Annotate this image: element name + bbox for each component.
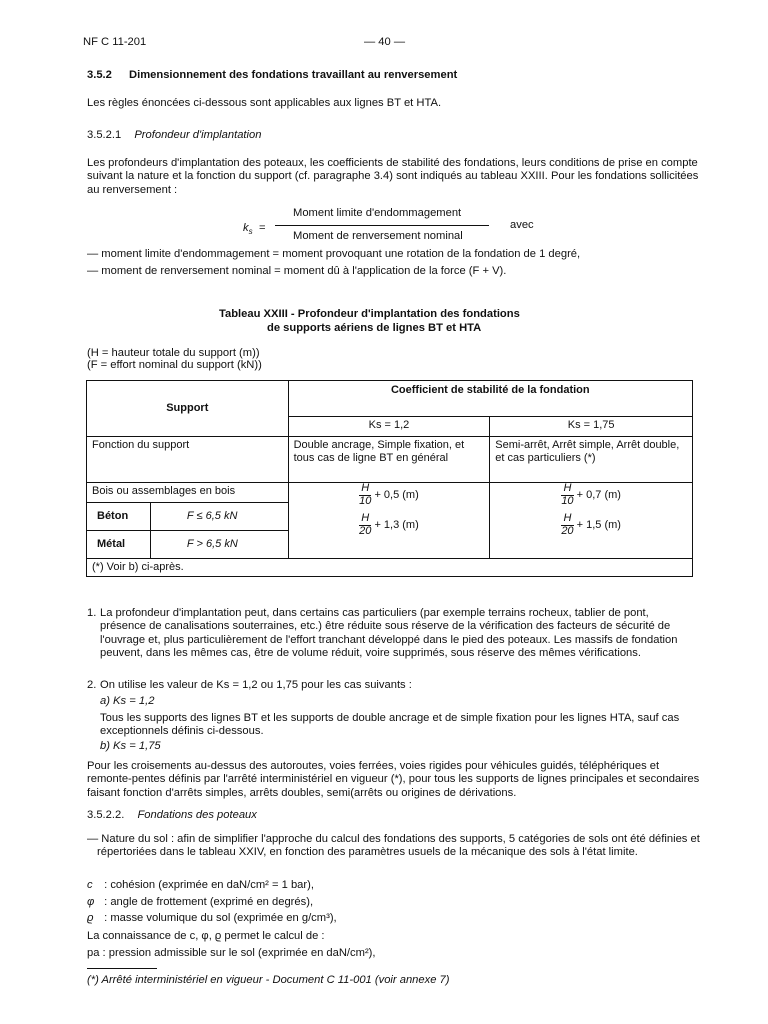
symbol-phi: φ xyxy=(87,896,95,908)
list-item-2-number: 2. xyxy=(87,679,97,691)
section-number: 3.5.2 xyxy=(87,69,112,81)
header-k-1-75: Ks = 1,75 xyxy=(490,417,693,437)
row-bois-label: Bois ou assemblages en bois xyxy=(87,483,289,503)
symbol-c: c xyxy=(87,879,93,891)
stability-formula xyxy=(243,207,543,247)
doc-id: NF C 11-201 xyxy=(83,36,147,48)
header-coefficient: Coefficient de stabilité de la fondation xyxy=(288,381,692,417)
metal-k-1-2-formula: $\frac{H}{20}$ + 1,3 (m) xyxy=(359,512,419,537)
row-beton-label: Béton xyxy=(87,503,151,531)
cell-k-1-2-values xyxy=(288,483,490,559)
formula-equals: = xyxy=(259,222,266,234)
param-phi xyxy=(87,896,313,909)
case-a-label: a) Ks = 1,2 xyxy=(100,695,155,707)
beton-k-1-75-formula: $\frac{H}{10}$ + 0,7 (m) xyxy=(561,482,621,507)
footnote-rule xyxy=(87,968,157,969)
table-footnote: (*) Voir b) ci-après. xyxy=(87,559,693,577)
page-number: — 40 — xyxy=(364,36,406,48)
paragraph-nature-du-sol: — Nature du sol : afin de simplifier l'approche du calcul des fondations des supports, 5 catégories de sols ont été définies et répertoriées dans le tableau XXIV, en fonction des paramètres usuels de la mécanique des sols à l'état limite. xyxy=(87,833,700,859)
table-xxiii xyxy=(86,380,693,577)
table-caption-title: - Profondeur d'implantation des fondations xyxy=(290,308,520,320)
subsection-title: Profondeur d'implantation xyxy=(134,129,262,141)
definition-moment-renversement: — moment de renversement nominal = moment dû à l'application de la force (F + V). xyxy=(87,265,507,277)
cell-k-1-75-values xyxy=(490,483,693,559)
connaissance-line: La connaissance de c, φ, ϱ permet le calcul de : xyxy=(87,930,325,942)
header-k-1-2: Ks = 1,2 xyxy=(288,417,490,437)
header-support: Support xyxy=(87,381,289,437)
table-legend-h: (H = hauteur totale du support (m)) xyxy=(87,347,260,359)
paragraph-profondeurs: Les profondeurs d'implantation des poteaux, les coefficients de stabilité des fondations, leurs conditions de prise en compte suivant la nature et la fonction du support (cf. paragraphe 3.4) sont indiqués au tableau XXIII. Pour les fondations sollicitées au renversement : xyxy=(87,157,699,196)
param-rho xyxy=(87,912,337,925)
pa-definition: pa : pression admissible sur le sol (exprimée en daN/cm²), xyxy=(87,947,376,959)
table-caption-line2: de supports aériens de lignes BT et HTA xyxy=(267,322,482,334)
fraction-bar xyxy=(275,225,489,226)
table-legend-f: (F = effort nominal du support (kN)) xyxy=(87,359,262,371)
case-b-label: b) Ks = 1,75 xyxy=(100,740,161,752)
fonction-k-1-75: Semi-arrêt, Arrêt simple, Arrêt double, et cas particuliers (*) xyxy=(490,437,693,483)
definition-phi: : angle de frottement (exprimé en degrés), xyxy=(104,896,314,908)
row-metal-label: Métal xyxy=(87,531,151,559)
formula-suffix: avec xyxy=(510,219,534,231)
subsection-number: 3.5.2.1 xyxy=(87,129,122,141)
definition-moment-limite: — moment limite d'endommagement = moment provoquant une rotation de la fondation de 1 degré, xyxy=(87,248,581,260)
symbol-rho: ϱ xyxy=(87,912,94,924)
footnote: (*) Arrêté interministériel en vigueur - Document C 11-001 (voir annexe 7) xyxy=(87,974,450,986)
row-beton-condition: F ≤ 6,5 kN xyxy=(150,503,288,531)
param-c xyxy=(87,879,314,892)
section-3-5-2-2-heading xyxy=(87,809,257,822)
table-caption xyxy=(219,308,579,321)
metal-k-1-75-formula: $\frac{H}{20}$ + 1,5 (m) xyxy=(561,512,621,537)
row-fonction-label: Fonction du support xyxy=(87,437,289,483)
list-item-1-text: La profondeur d'implantation peut, dans certains cas particuliers (par exemple terrains rocheux, tablier de pont, présence de canalisations souterraines, etc.) être réduite sous réserve de la vérification des facteurs de sécurité de l'ouvrage et, plus particulièrement de l'effort tranchant développé dans le pied des poteaux. Les massifs de fondation peuvent, dans les mêmes cas, être de volume réduit, voire supprimés, sous réserve des mêmes vérifications. xyxy=(100,607,678,660)
case-a-text: Tous les supports des lignes BT et les supports de double ancrage et de simple fixation pour les lignes HTA, sauf cas exceptionnels définis ci-dessous. xyxy=(100,712,680,738)
formula-denominator: Moment de renversement nominal xyxy=(293,230,463,242)
fonction-k-1-2: Double ancrage, Simple fixation, et tous cas de ligne BT en général xyxy=(288,437,490,483)
subsection-number: 3.5.2.2. xyxy=(87,809,125,821)
formula-numerator: Moment limite d'endommagement xyxy=(293,207,462,219)
definition-rho: : masse volumique du sol (exprimée en g/cm³), xyxy=(104,912,337,924)
section-3-5-2-1-heading xyxy=(87,129,261,142)
paragraph-croisements: Pour les croisements au-dessus des autoroutes, voies ferrées, voies rigides pour véhicules guidés, téléphériques et remonte-pentes définis par l'arrêté interministériel en vigueur (*), pour tous les supports de lignes principales et secondaires faisant fonction d'arrêts simples, arrêts doubles, semi(arrêts ou origines de dérivations. xyxy=(87,760,700,799)
list-item-2-text: On utilise les valeur de Ks = 1,2 ou 1,75 pour les cas suivants : xyxy=(100,679,412,691)
subsection-title: Fondations des poteaux xyxy=(137,809,257,821)
formula-lhs: $k_s$ xyxy=(243,222,253,237)
section-3-5-2-heading xyxy=(87,69,457,82)
definition-c: : cohésion (exprimée en daN/cm² = 1 bar), xyxy=(104,879,314,891)
table-caption-label: Tableau XXIII xyxy=(219,308,288,320)
section-intro: Les règles énoncées ci-dessous sont applicables aux lignes BT et HTA. xyxy=(87,97,442,109)
row-metal-condition: F > 6,5 kN xyxy=(150,531,288,559)
beton-k-1-2-formula: $\frac{H}{10}$ + 0,5 (m) xyxy=(359,482,419,507)
list-item-1-number: 1. xyxy=(87,607,97,619)
section-title: Dimensionnement des fondations travaillant au renversement xyxy=(129,69,458,81)
